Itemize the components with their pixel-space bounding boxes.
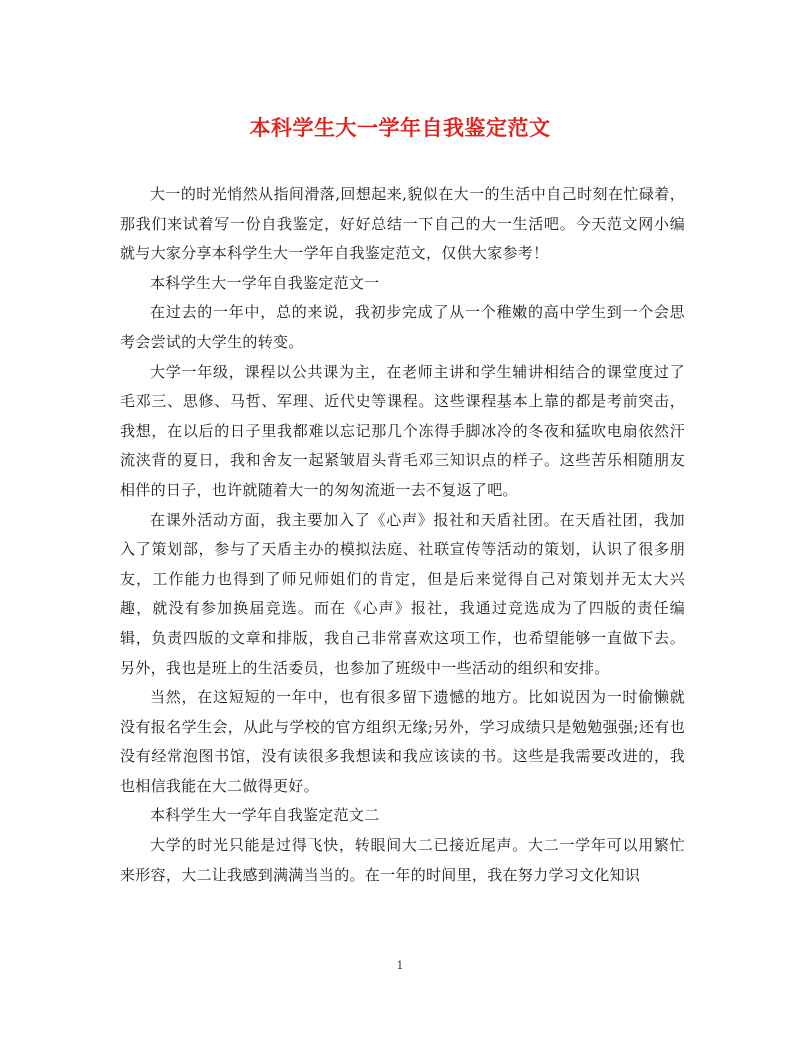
section-heading-2: 本科学生大一学年自我鉴定范文二 — [150, 806, 380, 825]
body-paragraph: 大学的时光只能是过得飞快，转眼间大二已接近尾声。大二一学年可以用繁忙来形容，大二让我感到满满当当的。在一年的时间里，我在努力学习文化知识 — [120, 836, 685, 884]
document-title: 本科学生大一学年自我鉴定范文 — [249, 115, 551, 140]
document-body — [120, 180, 685, 890]
body-paragraph: 在课外活动方面，我主要加入了《心声》报社和天盾社团。在天盾社团，我加入了策划部，参与了天盾主办的模拟法庭、社联宣传等活动的策划，认识了很多朋友，工作能力也得到了师兄师姐们的肯定，但是后来觉得自己对策划并无太大兴趣，就没有参加换届竞选。而在《心声》报社，我通过竞选成为了四版的责任编辑，负责四版的文章和排版，我自己非常喜欢这项工作，也希望能够一直做下去。另外，我也是班上的生活委员，也参加了班级中一些活动的组织和安排。 — [120, 510, 685, 677]
intro-paragraph: 大一的时光悄然从指间滑落,回想起来,貌似在大一的生活中自己时刻在忙碌着，那我们来试着写一份自我鉴定，好好总结一下自己的大一生活吧。今天范文网小编就与大家分享本科学生大一学年自我鉴定范文，仅供大家参考！ — [120, 185, 685, 263]
body-paragraph: 在过去的一年中，总的来说，我初步完成了从一个稚嫩的高中学生到一个会思考会尝试的大学生的转变。 — [120, 303, 685, 351]
page-number: 1 — [396, 959, 404, 972]
section-heading-1: 本科学生大一学年自我鉴定范文一 — [150, 273, 380, 292]
body-paragraph: 当然，在这短短的一年中，也有很多留下遗憾的地方。比如说因为一时偷懒就没有报名学生会，从此与学校的官方组织无缘;另外，学习成绩只是勉勉强强;还有也没有经常泡图书馆，没有读很多我想读和我应该读的书。这些是我需要改进的，我也相信我能在大二做得更好。 — [120, 688, 685, 795]
body-paragraph: 大学一年级，课程以公共课为主，在老师主讲和学生辅讲相结合的课堂度过了毛邓三、思修、马哲、军理、近代史等课程。这些课程基本上靠的都是考前突击，我想，在以后的日子里我都难以忘记那几个冻得手脚冰冷的冬夜和猛吹电扇依然汗流浃背的夏日，我和舍友一起紧皱眉头背毛邓三知识点的样子。这些苦乐相随朋友相伴的日子，也许就随着大一的匆匆流逝一去不复返了吧。 — [120, 362, 685, 499]
